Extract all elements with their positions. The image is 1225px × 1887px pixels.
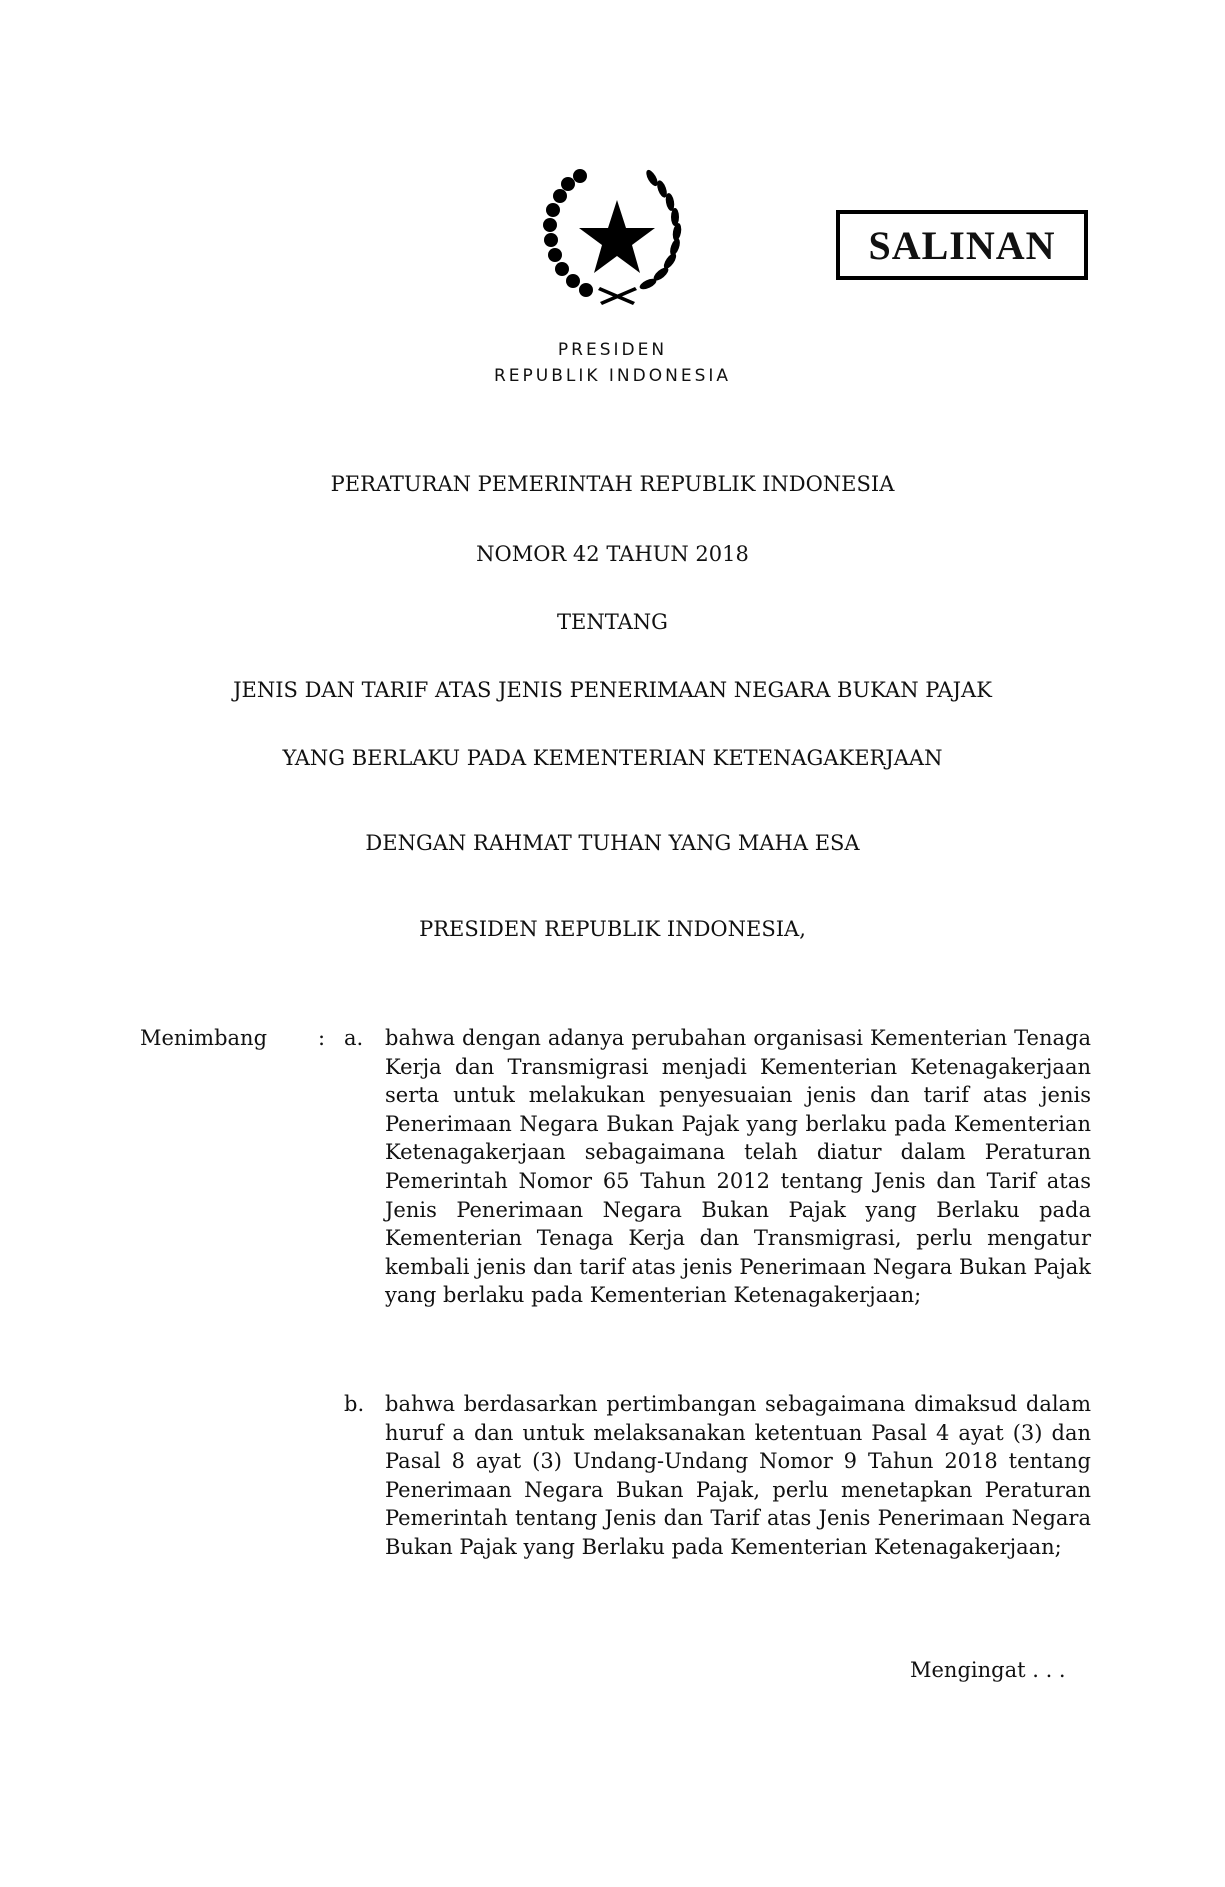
office-line-2: REPUBLIK INDONESIA <box>493 366 732 386</box>
subject-line-1: JENIS DAN TARIF ATAS JENIS PENERIMAAN NEGARA BUKAN PAJAK <box>233 678 992 702</box>
menimbang-colon: : <box>318 1026 326 1050</box>
regulation-title: PERATURAN PEMERINTAH REPUBLIK INDONESIA <box>330 472 895 496</box>
item-b-text: bahwa berdasarkan pertimbangan sebagaimana dimaksud dalam huruf a dan untuk melaksanakan ketentuan Pasal 4 ayat (3) dan Pasal 8 ayat (3) Undang-Undang Nomor 9 Tahun 2018 tentang Penerimaan Negara Bukan Pajak, perlu menetapkan Peraturan Pemerintah tentang Jenis dan Tarif atas Jenis Penerimaan Negara Bukan Pajak yang Berlaku pada Kementerian Ketenagakerjaan; <box>385 1392 1091 1559</box>
item-a-text: bahwa dengan adanya perubahan organisasi Kementerian Tenaga Kerja dan Transmigrasi menjadi Kementerian Ketenagakerjaan serta untuk melakukan penyesuaian jenis dan tarif atas jenis Penerimaan Negara Bukan Pajak yang berlaku pada Kementerian Ketenagakerjaan sebagaimana telah diatur dalam Peraturan Pemerintah Nomor 65 Tahun 2012 tentang Jenis dan Tarif atas Jenis Penerimaan Negara Bukan Pajak yang Berlaku pada Kementerian Tenaga Kerja dan Transmigrasi, perlu mengatur kembali jenis dan tarif atas jenis Penerimaan Negara Bukan Pajak yang berlaku pada Kementerian Ketenagakerjaan; <box>385 1026 1091 1308</box>
presidential-emblem-icon <box>540 162 695 312</box>
salinan-stamp: SALINAN <box>836 210 1088 280</box>
tentang-label: TENTANG <box>557 610 668 634</box>
regulation-number: NOMOR 42 TAHUN 2018 <box>476 542 749 566</box>
menimbang-label: Menimbang <box>140 1026 268 1050</box>
continuation-note: Mengingat . . . <box>910 1658 1066 1682</box>
invocation: DENGAN RAHMAT TUHAN YANG MAHA ESA <box>365 831 860 855</box>
item-a-marker: a. <box>344 1026 364 1050</box>
subject-line-2: YANG BERLAKU PADA KEMENTERIAN KETENAGAKERJAAN <box>282 746 943 770</box>
president-heading: PRESIDEN REPUBLIK INDONESIA, <box>419 917 806 941</box>
office-line-1: PRESIDEN <box>557 340 668 360</box>
item-b-marker: b. <box>344 1392 365 1416</box>
